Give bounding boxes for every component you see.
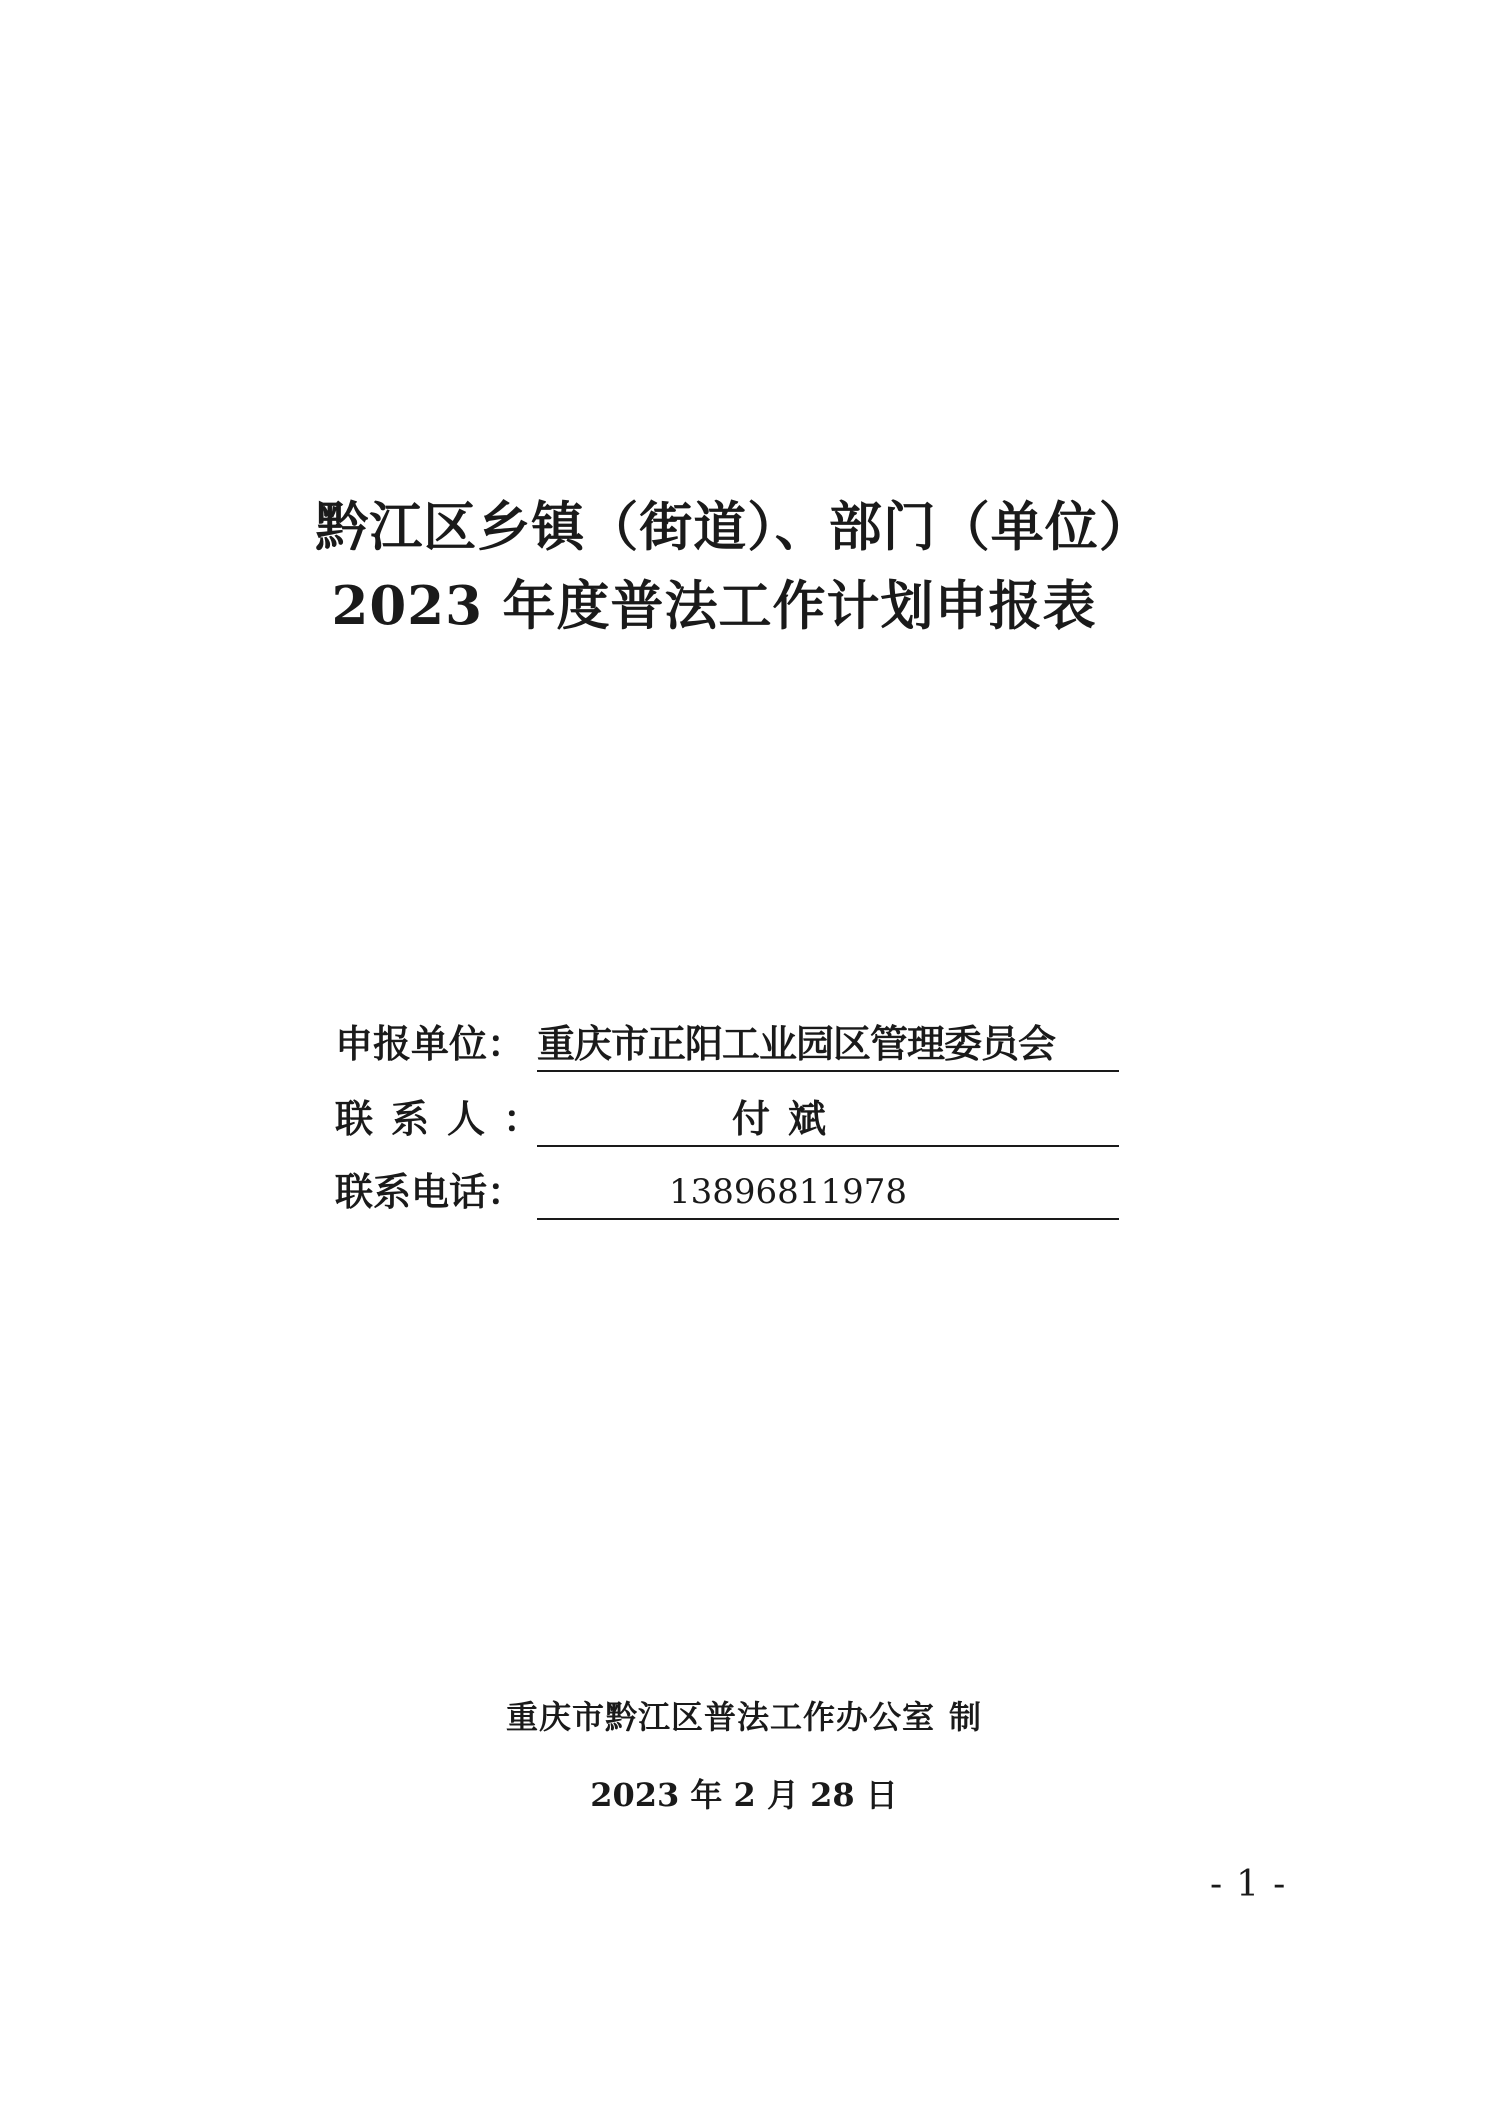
phone-label: 联系电话： bbox=[335, 1169, 526, 1214]
document-title-line-1: 黔江区乡镇（街道）、部门（单位） bbox=[315, 496, 1153, 558]
unit-label: 申报单位： bbox=[335, 1021, 526, 1066]
document-title-line-2: 2023 年度普法工作计划申报表 bbox=[331, 575, 1097, 637]
phone-underline bbox=[537, 1218, 1119, 1220]
issuing-office-made-by: 制 bbox=[949, 1698, 983, 1736]
contact-underline bbox=[537, 1145, 1119, 1147]
unit-row bbox=[335, 1016, 1125, 1072]
contact-field bbox=[537, 1091, 1119, 1147]
issuing-office-name: 重庆市黔江区普法工作办公室 bbox=[505, 1698, 935, 1736]
phone-row bbox=[335, 1164, 1125, 1220]
phone-value: 13896811978 bbox=[669, 1172, 907, 1212]
unit-field bbox=[537, 1016, 1119, 1072]
contact-label: 联系人： bbox=[335, 1096, 560, 1141]
contact-value: 付斌 bbox=[731, 1096, 844, 1141]
issue-date: 2023 年 2 月 28 日 bbox=[590, 1776, 898, 1814]
page-number: -1- bbox=[1210, 1864, 1300, 1905]
unit-underline bbox=[537, 1070, 1119, 1072]
unit-value: 重庆市正阳工业园区管理委员会 bbox=[537, 1021, 1056, 1066]
issuing-office bbox=[0, 1692, 1488, 1738]
contact-row bbox=[335, 1091, 1125, 1147]
phone-field bbox=[537, 1164, 1119, 1220]
